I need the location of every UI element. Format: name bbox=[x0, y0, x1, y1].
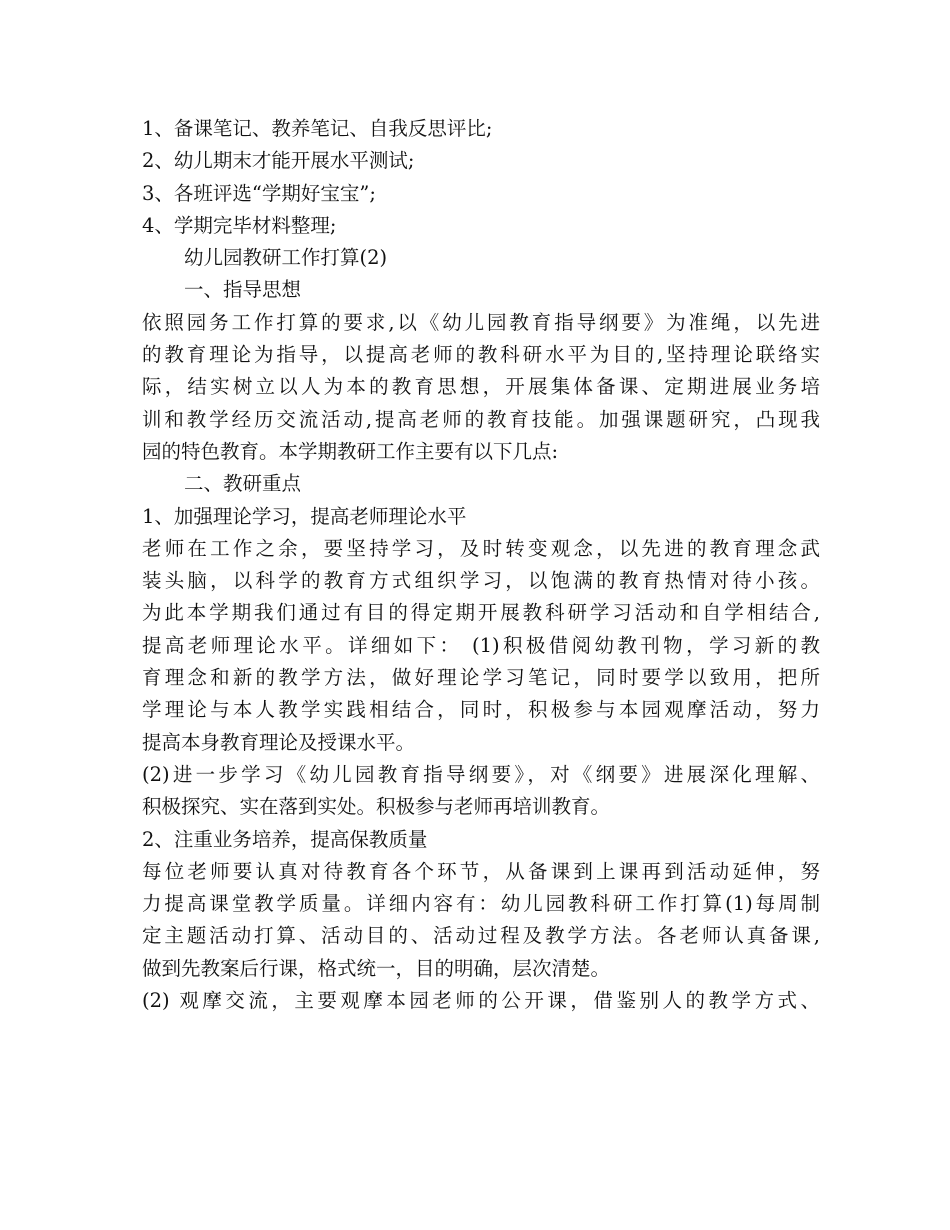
paragraph-line: 定主题活动打算、活动目的、活动过程及教学方法。各老师认真备课, bbox=[142, 924, 820, 948]
paragraph-line: 育理念和新的教学方法，做好理论学习笔记，同时要学以致用，把所 bbox=[142, 666, 820, 690]
section-title: 幼儿园教研工作打算(2) bbox=[184, 246, 388, 270]
heading-research-focus: 二、教研重点 bbox=[184, 472, 302, 496]
paragraph-line: 提高本身教育理论及授课水平。 bbox=[142, 730, 416, 754]
paragraph-line: 老师在工作之余，要坚持学习，及时转变观念，以先进的教育理念武 bbox=[142, 536, 820, 560]
list-item-1: 1、备课笔记、教养笔记、自我反思评比; bbox=[142, 117, 493, 140]
list-item-4: 4、学期完毕材料整理; bbox=[142, 213, 337, 237]
paragraph-line: 积极探究、实在落到实处。积极参与老师再培训教育。 bbox=[142, 795, 611, 819]
paragraph-line: 提高老师理论水平。详细如下： (1)积极借阅幼教刊物，学习新的教 bbox=[142, 633, 820, 657]
paragraph-line: 训和教学经历交流活动,提高老师的教育技能。加强课题研究，凸现我 bbox=[142, 407, 820, 431]
subheading-professional-training: 2、注重业务培养，提高保教质量 bbox=[142, 827, 428, 851]
list-item-2: 2、幼儿期末才能开展水平测试; bbox=[142, 149, 415, 173]
paragraph-line: 力提高课堂教学质量。详细内容有：幼儿园教科研工作打算(1)每周制 bbox=[142, 892, 820, 916]
paragraph-line: 的教育理论为指导，以提高老师的教科研水平为目的,坚持理论联络实 bbox=[142, 343, 820, 367]
subheading-theory-study: 1、加强理论学习，提高老师理论水平 bbox=[142, 504, 467, 528]
list-item-3: 3、各班评选“学期好宝宝”; bbox=[142, 181, 376, 205]
paragraph-line: 做到先教案后行课，格式统一，目的明确，层次清楚。 bbox=[142, 956, 611, 980]
paragraph-line: 学理论与本人教学实践相结合，同时，积极参与本园观摩活动，努力 bbox=[142, 698, 820, 722]
paragraph-line: 际，结实树立以人为本的教育思想，开展集体备课、定期进展业务培 bbox=[142, 375, 820, 399]
paragraph-line: 装头脑，以科学的教育方式组织学习，以饱满的教育热情对待小孩。 bbox=[142, 569, 820, 593]
paragraph-line: 依照园务工作打算的要求,以《幼儿园教育指导纲要》为准绳，以先进 bbox=[142, 310, 820, 334]
paragraph-line: 园的特色教育。本学期教研工作主要有以下几点: bbox=[142, 439, 559, 463]
paragraph-line: 每位老师要认真对待教育各个环节，从备课到上课再到活动延伸，努 bbox=[142, 859, 820, 883]
paragraph-line: 为此本学期我们通过有目的得定期开展教科研学习活动和自学相结合, bbox=[142, 601, 820, 625]
paragraph-line: (2) 观摩交流，主要观摩本园老师的公开课，借鉴别人的教学方式、 bbox=[142, 989, 820, 1013]
paragraph-line: (2)进一步学习《幼儿园教育指导纲要》，对《纲要》进展深化理解、 bbox=[142, 762, 820, 786]
heading-guiding-ideology: 一、指导思想 bbox=[184, 278, 302, 302]
